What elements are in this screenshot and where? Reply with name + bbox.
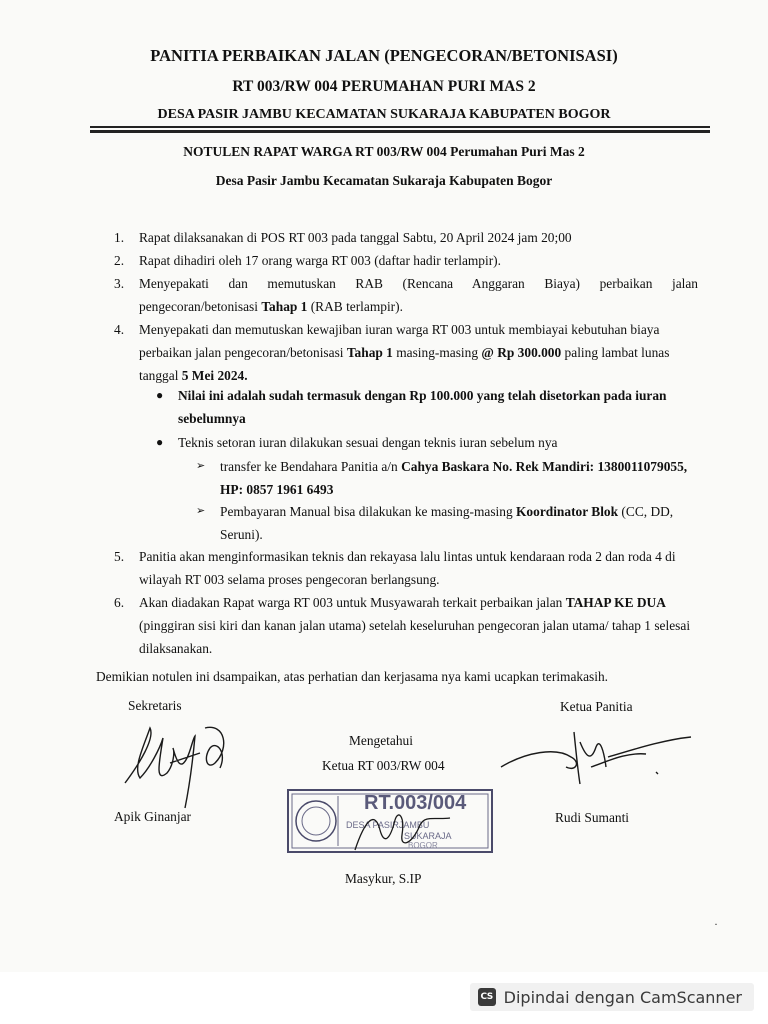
list-item-3 <box>114 272 698 318</box>
bullet-text: Teknis setoran iuran dilakukan sesuai dengan teknis iuran sebelum nya <box>178 435 558 450</box>
stamp-line-3: BOGOR <box>408 841 438 850</box>
camscanner-badge <box>470 983 754 1011</box>
header-divider-thick <box>90 130 710 133</box>
list-number: 3. <box>114 276 125 291</box>
text-run-bold: Tahap 1 <box>346 345 393 360</box>
text-run: paling lambat lunas <box>561 345 670 360</box>
stamp-line-1: DESA PASIRJAMBU <box>346 820 430 830</box>
text-run: (CC, DD, Seruni). <box>220 504 674 542</box>
header-line-2: RT 003/RW 004 PERUMAHAN PURI MAS 2 <box>232 78 536 95</box>
list-number: 6. <box>114 595 125 610</box>
rt-head-signature <box>350 790 460 860</box>
bullet-item-2 <box>156 431 698 454</box>
header-line-1: PANITIA PERBAIKAN JALAN (PENGECORAN/BETONISASI) <box>150 46 618 65</box>
rt-head-name: Masykur, S.IP <box>345 871 422 886</box>
header-divider-thin <box>90 126 710 128</box>
list-number: 4. <box>114 322 125 337</box>
chair-signature <box>496 712 696 792</box>
arrow-item-text <box>220 500 698 546</box>
list-item-text-line-1: Menyepakati dan memutuskan RAB (Rencana Anggaran Biaya) perbaikan jalan <box>139 276 698 291</box>
text-run: (RAB terlampir). <box>307 299 403 314</box>
bullet-item-1 <box>156 384 698 430</box>
arrow-item-2 <box>196 500 698 546</box>
text-run: masing-masing <box>392 345 482 360</box>
bullet-icon: ● <box>156 435 164 449</box>
text-run: (pinggiran sisi kiri dan kanan jalan utama) setelah keseluruhan pengecoran jalan utama/ tahap 1 selesai dilaksanakan. <box>139 618 691 656</box>
text-run: Akan diadakan Rapat warga RT 003 untuk Musyawarah terkait perbaikan jalan <box>139 595 566 610</box>
header-line-3: DESA PASIR JAMBU KECAMATAN SUKARAJA KABUPATEN BOGOR <box>157 107 611 122</box>
arrow-item-1 <box>196 455 698 501</box>
secretary-signature <box>115 708 245 818</box>
list-item-6 <box>114 591 698 660</box>
list-item-text-line-2 <box>139 341 698 364</box>
chair-title: Ketua Panitia <box>560 699 633 714</box>
list-number: 2. <box>114 253 125 268</box>
list-item-text-line-1: Menyepakati dan memutuskan kewajiban iuran warga RT 003 untuk membiayai kebutuhan biaya <box>139 322 660 337</box>
list-number: 5. <box>114 549 125 564</box>
text-run-bold: Cahya Baskara No. Rek Mandiri: 1380011079055, HP: 0857 1961 6493 <box>220 459 688 497</box>
minutes-subtitle: Desa Pasir Jambu Kecamatan Sukaraja Kabupaten Bogor <box>215 173 553 188</box>
list-item-5 <box>114 545 698 591</box>
list-item-text <box>139 591 698 660</box>
minutes-title: NOTULEN RAPAT WARGA RT 003/RW 004 Perumahan Puri Mas 2 <box>183 144 585 159</box>
list-item-text-line-2 <box>139 295 698 318</box>
arrow-item-text <box>220 455 698 501</box>
closing-statement: Demikian notulen ini dsampaikan, atas perhatian dan kerjasama nya kami ucapkan terimakasih. <box>96 669 609 684</box>
text-run-bold: @ Rp 300.000 <box>481 345 562 360</box>
list-number: 1. <box>114 230 125 245</box>
acknowledge-title: Mengetahui <box>349 733 413 748</box>
text-run: Pembayaran Manual bisa dilakukan ke masing-masing <box>220 504 517 519</box>
text-run-bold: TAHAP KE DUA <box>565 595 666 610</box>
scan-mark: · <box>714 917 718 931</box>
text-run: perbaikan jalan pengecoran/betonisasi <box>139 345 347 360</box>
text-run: tanggal <box>139 368 182 383</box>
list-item-text: Rapat dihadiri oleh 17 orang warga RT 003 (daftar hadir terlampir). <box>139 253 501 268</box>
text-run-bold: Tahap 1 <box>261 299 308 314</box>
secretary-name: Apik Ginanjar <box>114 809 191 824</box>
arrow-bullet-icon: ➢ <box>196 460 206 472</box>
stamp-line-2: SUKARAJA <box>404 831 452 841</box>
chair-name: Rudi Sumanti <box>555 810 630 825</box>
bullet-text: Nilai ini adalah sudah termasuk dengan Rp 100.000 yang telah disetorkan pada iuran sebelumnya <box>178 388 667 426</box>
stamp-title: RT.003/004 <box>364 792 467 814</box>
list-item-1 <box>114 226 698 249</box>
list-item-4 <box>114 318 698 387</box>
camscanner-logo-icon: CS <box>478 988 496 1006</box>
list-item-text: Rapat dilaksanakan di POS RT 003 pada tanggal Sabtu, 20 April 2024 jam 20;00 <box>139 230 572 245</box>
camscanner-label: Dipindai dengan CamScanner <box>503 987 742 1007</box>
acknowledge-role: Ketua RT 003/RW 004 <box>322 758 445 773</box>
text-run-bold: Koordinator Blok <box>516 504 619 519</box>
list-item-2 <box>114 249 698 272</box>
list-item-text: Panitia akan menginformasikan teknis dan rekayasa lalu lintas untuk kendaraan roda 2 dan roda 4 di wilayah RT 003 selama proses pengecoran berlangsung. <box>139 549 676 587</box>
bullet-icon: ● <box>156 388 164 402</box>
text-run-bold: 5 Mei 2024. <box>181 368 248 383</box>
text-run: pengecoran/betonisasi <box>139 299 262 314</box>
arrow-bullet-icon: ➢ <box>196 505 206 517</box>
text-run: transfer ke Bendahara Panitia a/n <box>220 459 402 474</box>
secretary-title: Sekretaris <box>128 698 182 713</box>
